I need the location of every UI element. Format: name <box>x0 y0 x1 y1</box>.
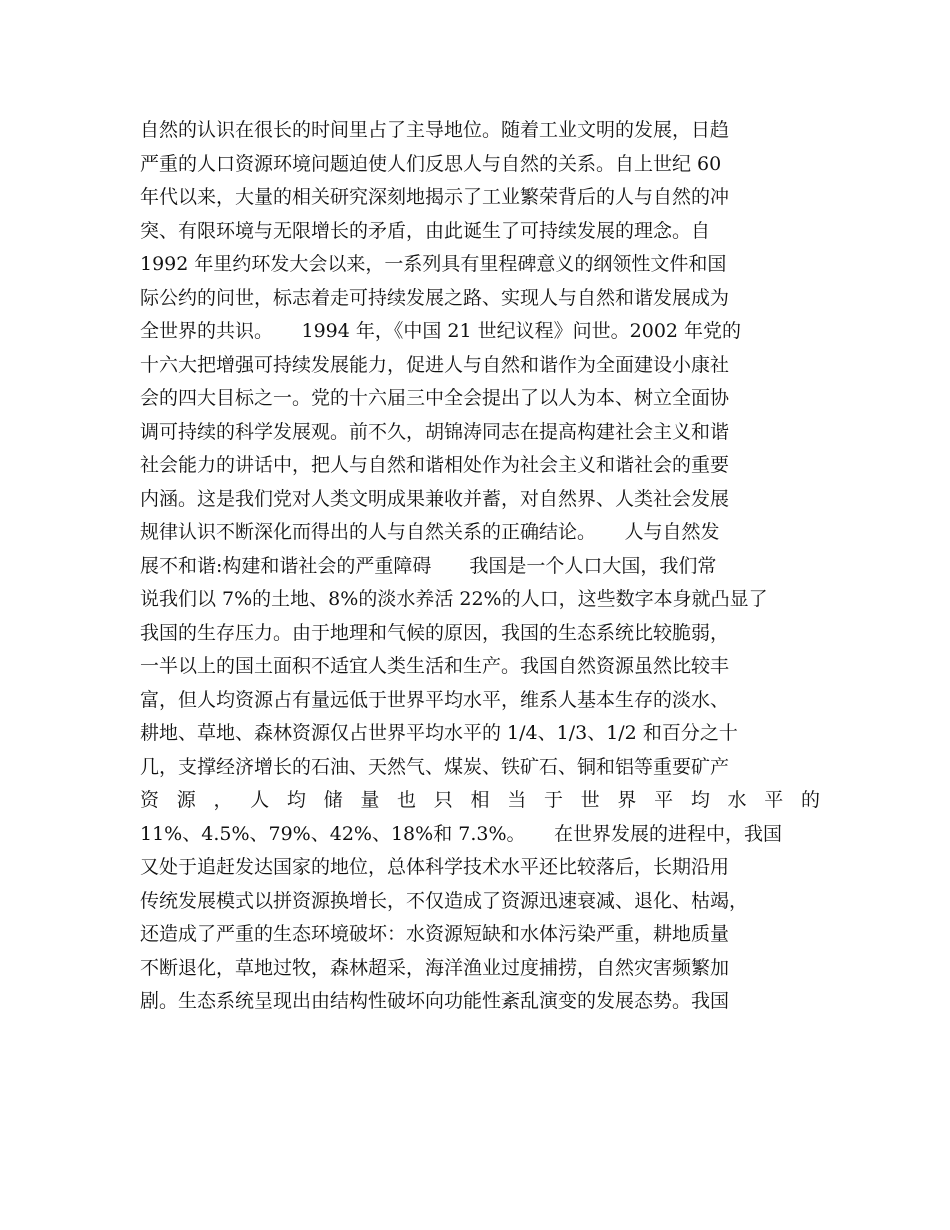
text-line: 一半以上的国土面积不适宜人类生活和生产。我国自然资源虽然比较丰 <box>140 655 730 677</box>
text-line: 1992 年里约环发大会以来，一系列具有里程碑意义的纲领性文件和国 <box>140 253 727 275</box>
text-line: 际公约的问世，标志着走可持续发展之路、实现人与自然和谐发展成为 <box>140 286 730 309</box>
text-line: 十六大把增强可持续发展能力，促进人与自然和谐作为全面建设小康社 <box>140 353 730 376</box>
text-line: 自然的认识在很长的时间里占了主导地位。随着工业文明的发展，日趋 <box>140 119 730 141</box>
text-line: 内涵。这是我们党对人类文明成果兼收并蓄，对自然界、人类社会发展 <box>140 487 730 510</box>
body-text <box>140 114 820 1019</box>
text-line: 资 源 ， 人 均 储 量 也 只 相 当 于 世 界 平 均 水 平 的 <box>140 789 820 811</box>
text-line: 我国的生存压力。由于地理和气候的原因，我国的生态系统比较脆弱， <box>140 621 730 644</box>
text-line: 还造成了严重的生态环境破坏：水资源短缺和水体污染严重，耕地质量 <box>140 923 730 945</box>
text-line: 不断退化，草地过牧，森林超采，海洋渔业过度捕捞，自然灾害频繁加 <box>140 956 730 979</box>
text-line: 耕地、草地、森林资源仅占世界平均水平的 1/4、1/3、1/2 和百分之十 <box>140 722 738 744</box>
text-line: 调可持续的科学发展观。前不久，胡锦涛同志在提高构建社会主义和谐 <box>140 420 730 443</box>
text-line: 传统发展模式以拼资源换增长，不仅造成了资源迅速衰减、退化、枯竭， <box>140 889 749 912</box>
text-line: 富，但人均资源占有量远低于世界平均水平，维系人基本生存的淡水、 <box>140 688 730 711</box>
text-line: 展不和谐:构建和谐社会的严重障碍 我国是一个人口大国，我们常 <box>140 554 717 577</box>
text-line: 突、有限环境与无限增长的矛盾，由此诞生了可持续发展的理念。自 <box>140 219 711 242</box>
text-line: 几，支撑经济增长的石油、天然气、煤炭、铁矿石、铜和铝等重要矿产 <box>140 755 730 778</box>
text-line: 严重的人口资源环境问题迫使人们反思人与自然的关系。自上世纪 60 <box>140 152 722 175</box>
text-line: 年代以来，大量的相关研究深刻地揭示了工业繁荣背后的人与自然的冲 <box>140 186 730 208</box>
text-line: 又处于追赶发达国家的地位，总体科学技术水平还比较落后，长期沿用 <box>140 856 730 878</box>
text-line: 会的四大目标之一。党的十六届三中全会提出了以人为本、树立全面协 <box>140 387 730 409</box>
text-line: 社会能力的讲话中，把人与自然和谐相处作为社会主义和谐社会的重要 <box>140 454 730 476</box>
text-line: 说我们以 7%的土地、8%的淡水养活 22%的人口，这些数字本身就凸显了 <box>140 588 768 610</box>
text-line: 规律认识不断深化而得出的人与自然关系的正确结论。 人与自然发 <box>140 521 720 543</box>
text-line: 剧。生态系统呈现出由结构性破坏向功能性紊乱演变的发展态势。我国 <box>140 990 730 1012</box>
text-line: 全世界的共识。 1994 年，《中国 21 世纪议程》问世。2002 年党的 <box>140 320 742 342</box>
text-line: 11%、4.5%、79%、42%、18%和 7.3%。 在世界发展的进程中，我国 <box>140 822 783 845</box>
